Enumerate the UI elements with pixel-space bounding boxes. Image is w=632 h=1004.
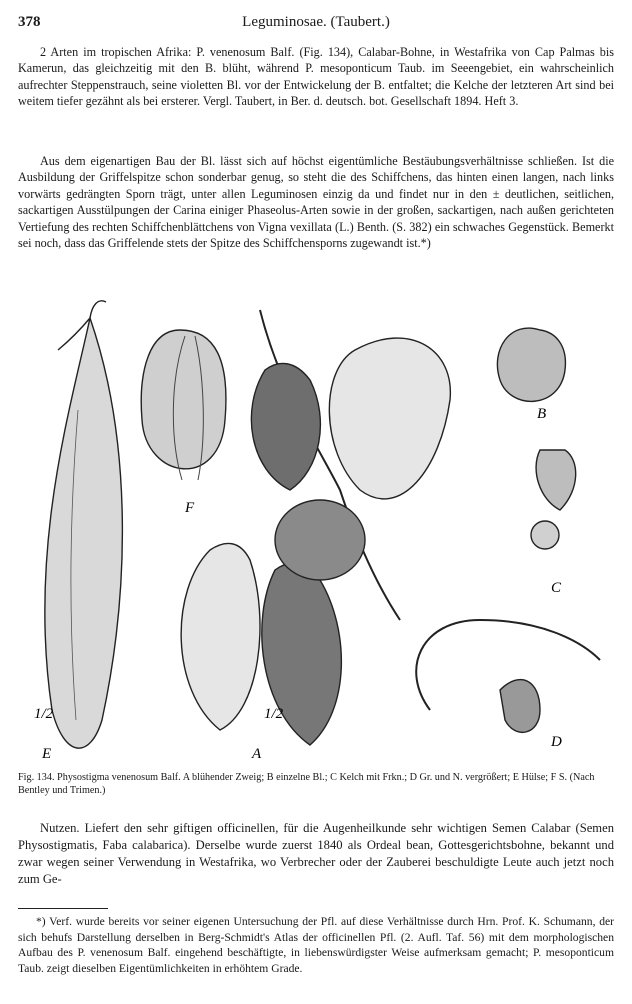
paragraph-species — [18, 44, 614, 110]
pod-drawing — [45, 318, 123, 748]
running-head: Leguminosae. (Taubert.) — [242, 14, 390, 30]
paragraph-usage — [18, 820, 614, 888]
flower-detail — [497, 328, 565, 401]
paragraph-text: Nutzen. Liefert den sehr giftigen officinellen, für die Augenheilkunde sehr wichtigen Semen Calabar (Semen Physostigmatis, Faba calabarica). Derselbe wurde zuerst 1840 als Ordeal bean, Gottesgerichtsbohne, bekannt und zwar wegen seiner Verwendung in Westafrika, wo Verbrecher oder der Zauberei beschuldigte Leute auch jetzt noch zum Ge- — [18, 821, 614, 886]
paragraph-text: Aus dem eigenartigen Bau der Bl. lässt sich auf höchst eigentümliche Bestäubungsverhältnisse schließen. Ist die Ausbildung der Griffelspitze schon sonderbar genug, so steht die des Schiffchens, das hinten einen langen, nach links vorwärts gedrängten Sporn trägt, unter allen Leguminosen einzig da und findet nur in den ± deutlichen, seitlichen, sackartigen Ausstülpungen der Carina einiger Phaseolus-Arten sowie in der großen, sackartigen, nach außen gerichteten Vertiefung des rechten Schiffchenblättchens von Vigna vexillata (L.) Benth. (S. 382) ein schwaches Gegenstück. Bemerkt sei noch, dass das Griffelende stets der Spitze des Schiffchensporns zugewandt ist.*) — [18, 154, 614, 251]
seed-drawing — [141, 330, 226, 469]
figure-label-e: E — [42, 746, 52, 762]
footnote — [18, 914, 614, 976]
figure-label-b: B — [537, 406, 547, 422]
flower-cluster — [275, 500, 365, 580]
paragraph-pollination — [18, 153, 614, 251]
page-number: 378 — [18, 14, 41, 30]
figure-label-a: A — [252, 746, 262, 762]
botanical-illustration — [20, 290, 620, 770]
footnote-rule — [18, 908, 108, 909]
figure-label-half: 1/2 — [264, 706, 284, 722]
figure-caption: Fig. 134. Physostigma venenosum Balf. A blühender Zweig; B einzelne Bl.; C Kelch mit Frkn.; D Gr. und N. vergrößert; E Hülse; F S. (Nach Bentley und Trimen.) — [18, 772, 595, 796]
page-header — [18, 14, 614, 36]
leaf-drawing — [329, 338, 450, 499]
figure-label-c: C — [551, 580, 562, 596]
figure-label-f: F — [185, 500, 195, 516]
figure-label-half: 1/2 — [34, 706, 54, 722]
figure-label-d: D — [551, 734, 562, 750]
paragraph-text: 2 Arten im tropischen Afrika: P. venenosum Balf. (Fig. 134), Calabar-Bohne, in Westafrika von Cap Palmas bis Kamerun, das gleichzeitig mit den B. blüht, während P. mesoponticum Taub. im Seeengebiet, ein wahrscheinlich aufrechter Steppenstrauch, seine violetten Bl. vor der Entwickelung der B. entfaltet; die Kelche der letzteren Art sind bei weitem tiefer gezähnt als bei ersterer. Vergl. Taubert, in Ber. d. deutsch. bot. Gesellschaft 1894. Heft 3. — [18, 45, 614, 109]
footnote-text: *) Verf. wurde bereits vor seiner eigenen Untersuchung der Pfl. auf diese Verhältnisse durch Hrn. Prof. K. Schumann, der sich behufs Darstellung derselben in Berg-Schmidt's Atlas der officinellen Pfl. (2. Aufl. Taf. 56) mit dem morphologischen Aufbau des P. venenosum Balf. eingehend beschäftigte, in liebenswürdigster Weise aufmerksam gemacht; P. mesoponticum Taub. zeigt dieselben Eigentümlichkeiten in erhöhtem Grade. — [18, 915, 614, 975]
leaf-drawing — [251, 363, 320, 490]
calyx-detail — [536, 450, 576, 510]
leaf-drawing — [181, 543, 260, 730]
